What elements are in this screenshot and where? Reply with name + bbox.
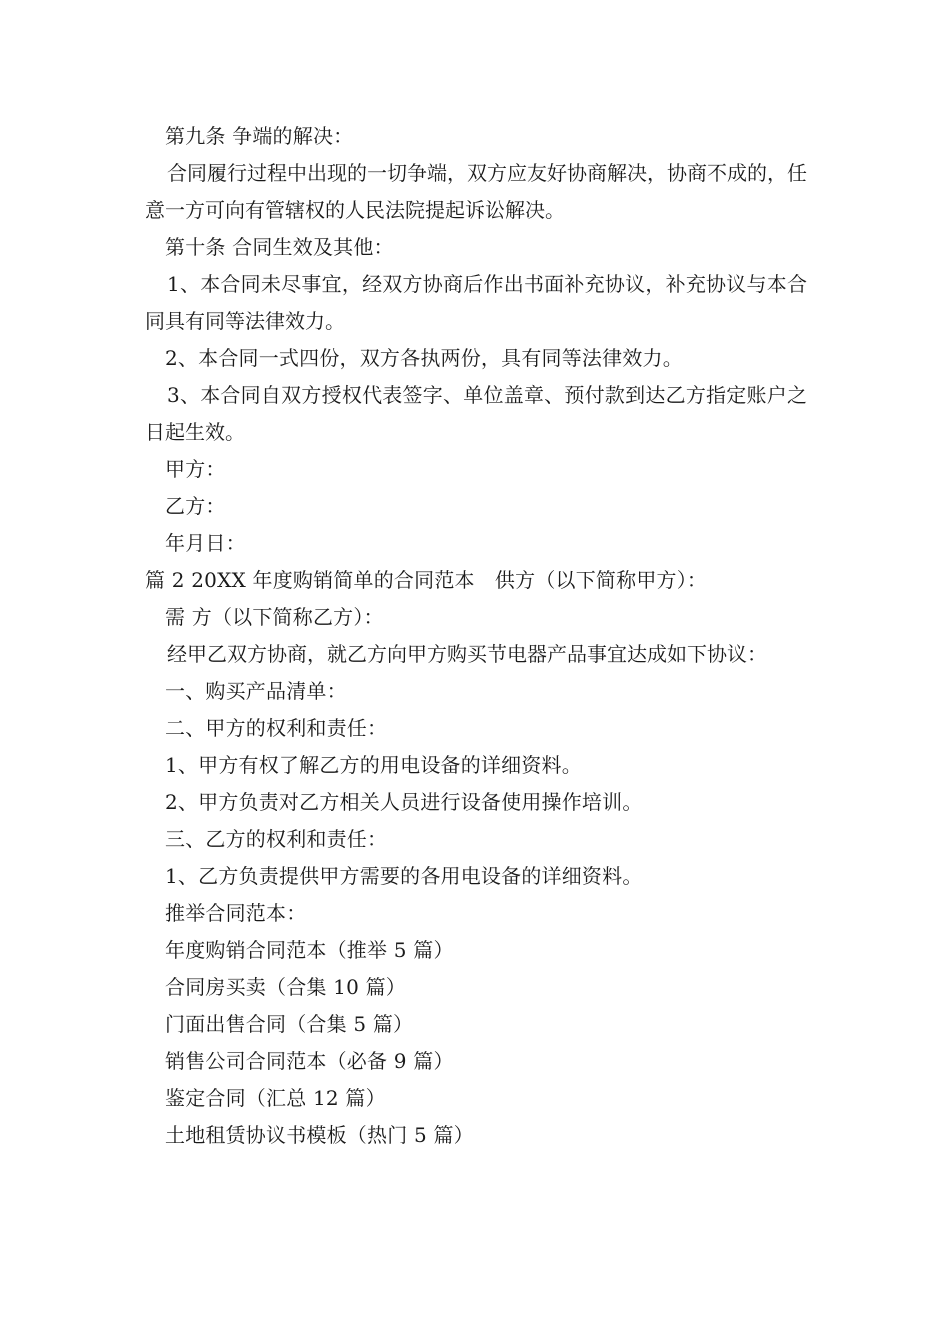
article-10-heading: 第十条 合同生效及其他：	[165, 235, 394, 259]
recommended-heading: 推举合同范本：	[165, 901, 307, 925]
article-2-heading: 篇 2 20XX 年度购销简单的合同范本 供方（以下简称甲方）：	[145, 568, 708, 592]
recommended-item: 年度购销合同范本（推举 5 篇）	[165, 938, 454, 962]
section-2-item-2: 2、甲方负责对乙方相关人员进行设备使用操作培训。	[165, 790, 643, 814]
party-a-signature: 甲方：	[165, 457, 226, 481]
article-10-clause-2: 2、本合同一式四份，双方各执两份，具有同等法律效力。	[165, 346, 683, 370]
recommended-item: 合同房买卖（合集 10 篇）	[165, 975, 406, 999]
recommended-item: 土地租赁协议书模板（热门 5 篇）	[165, 1123, 474, 1147]
date-line: 年月日：	[165, 531, 246, 555]
section-3-item-1: 1、乙方负责提供甲方需要的各用电设备的详细资料。	[165, 864, 643, 888]
party-b-signature: 乙方：	[165, 494, 226, 518]
section-1-heading: 一、购买产品清单：	[165, 679, 347, 703]
agreement-intro: 经甲乙双方协商，就乙方向甲方购买节电器产品事宜达成如下协议：	[167, 642, 767, 666]
recommended-item: 销售公司合同范本（必备 9 篇）	[165, 1049, 454, 1073]
article-9-text: 合同履行过程中出现的一切争端，双方应友好协商解决，协商不成的，任意一方可向有管辖权的人民法院提起诉讼解决。	[145, 161, 807, 222]
buyer-line: 需 方（以下简称乙方）：	[165, 605, 384, 629]
article-10-clause-3: 3、本合同自双方授权代表签字、单位盖章、预付款到达乙方指定账户之日起生效。	[145, 383, 807, 444]
section-2-heading: 二、甲方的权利和责任：	[165, 716, 388, 740]
document-body	[145, 118, 807, 1154]
section-2-item-1: 1、甲方有权了解乙方的用电设备的详细资料。	[165, 753, 582, 777]
section-3-heading: 三、乙方的权利和责任：	[165, 827, 388, 851]
recommended-item: 鉴定合同（汇总 12 篇）	[165, 1086, 386, 1110]
article-9-heading: 第九条 争端的解决：	[165, 124, 354, 148]
recommended-item: 门面出售合同（合集 5 篇）	[165, 1012, 414, 1036]
article-10-clause-1: 1、本合同未尽事宜，经双方协商后作出书面补充协议，补充协议与本合同具有同等法律效力。	[145, 272, 807, 333]
